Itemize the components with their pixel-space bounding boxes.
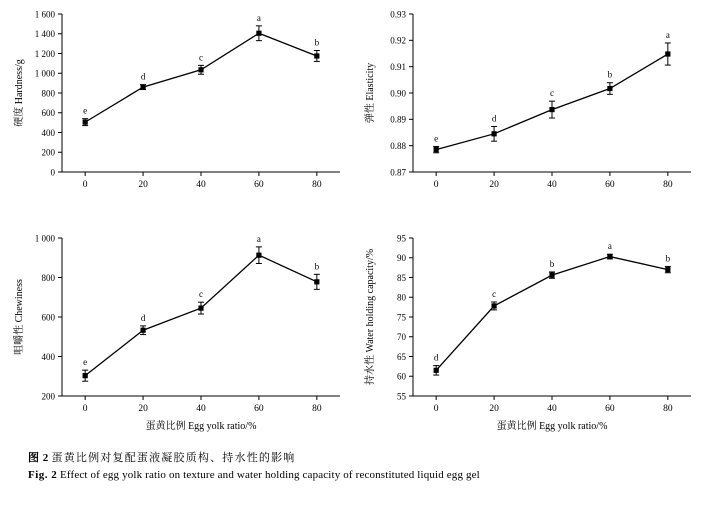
caption-english-label: Fig. 2 bbox=[28, 469, 58, 481]
data-point-marker bbox=[665, 51, 670, 56]
significance-label: d bbox=[433, 352, 439, 363]
x-tick-label: 20 bbox=[138, 180, 148, 190]
x-tick-label: 60 bbox=[254, 180, 264, 190]
significance-label: d bbox=[491, 113, 497, 124]
x-tick-label: 0 bbox=[433, 404, 439, 414]
caption-chinese-text: 蛋黄比例对复配蛋液凝胶质构、持水性的影响 bbox=[51, 452, 296, 464]
x-tick-label: 60 bbox=[605, 404, 615, 414]
water-holding-capacity-svg bbox=[351, 216, 701, 436]
y-tick-label: 1 000 bbox=[34, 68, 55, 79]
x-axis-title: 蛋黄比例 Egg yolk ratio/% bbox=[145, 421, 257, 432]
elasticity-plot bbox=[363, 9, 691, 190]
y-tick-label: 85 bbox=[397, 272, 406, 283]
caption-english-text: Effect of egg yolk ratio on texture and water holding capacity of reconstituted liquid egg gel bbox=[60, 469, 480, 481]
data-point-marker bbox=[491, 131, 496, 136]
y-tick-label: 0 bbox=[50, 167, 55, 178]
x-tick-label: 60 bbox=[605, 180, 615, 190]
data-point-marker bbox=[607, 86, 612, 91]
x-tick-label: 40 bbox=[196, 404, 206, 414]
significance-label: b bbox=[549, 258, 555, 269]
y-axis-title: 咀嚼性 Chewiness bbox=[14, 279, 25, 355]
y-tick-label: 0.93 bbox=[390, 9, 406, 20]
significance-label: b bbox=[314, 261, 320, 272]
chart-panel-elasticity bbox=[351, 0, 701, 220]
hardness-plot bbox=[12, 9, 340, 190]
elasticity-svg bbox=[351, 0, 701, 220]
y-tick-label: 65 bbox=[397, 351, 406, 362]
y-tick-label: 800 bbox=[41, 88, 55, 99]
x-tick-label: 40 bbox=[196, 180, 206, 190]
significance-label: d bbox=[140, 71, 146, 82]
significance-label: b bbox=[607, 69, 613, 80]
data-line bbox=[85, 255, 317, 375]
y-tick-label: 200 bbox=[41, 147, 55, 158]
y-tick-label: 75 bbox=[397, 312, 406, 323]
data-point-marker bbox=[198, 67, 203, 72]
significance-label: c bbox=[199, 52, 203, 63]
data-point-marker bbox=[140, 328, 145, 333]
significance-label: e bbox=[83, 357, 88, 368]
y-tick-label: 200 bbox=[41, 391, 55, 402]
chewiness-plot bbox=[12, 233, 340, 432]
data-point-marker bbox=[607, 254, 612, 259]
y-tick-label: 400 bbox=[41, 127, 55, 138]
data-point-marker bbox=[256, 253, 261, 258]
caption-chinese-label: 图 2 bbox=[28, 452, 49, 464]
caption-chinese bbox=[28, 450, 678, 467]
y-tick-label: 800 bbox=[41, 272, 55, 283]
significance-label: b bbox=[665, 253, 671, 264]
data-point-marker bbox=[549, 107, 554, 112]
significance-label: c bbox=[550, 88, 554, 99]
x-tick-label: 80 bbox=[663, 404, 673, 414]
y-tick-label: 55 bbox=[397, 391, 406, 402]
x-tick-label: 0 bbox=[82, 180, 88, 190]
data-point-marker bbox=[434, 147, 439, 152]
chart-panel-chewiness bbox=[0, 216, 350, 436]
data-line bbox=[85, 33, 317, 122]
figure-caption bbox=[28, 450, 678, 484]
data-point-marker bbox=[198, 306, 203, 311]
significance-label: e bbox=[434, 133, 439, 144]
data-point-marker bbox=[549, 273, 554, 278]
y-tick-label: 400 bbox=[41, 351, 55, 362]
x-axis-title: 蛋黄比例 Egg yolk ratio/% bbox=[496, 421, 608, 432]
y-tick-label: 0.87 bbox=[390, 167, 406, 178]
y-tick-label: 1 200 bbox=[34, 48, 55, 59]
y-tick-label: 0.90 bbox=[390, 88, 406, 99]
data-point-marker bbox=[314, 279, 319, 284]
y-tick-label: 90 bbox=[397, 253, 406, 264]
significance-label: b bbox=[314, 37, 320, 48]
x-tick-label: 20 bbox=[489, 180, 499, 190]
x-tick-label: 20 bbox=[138, 404, 148, 414]
chart-panel-hardness bbox=[0, 0, 350, 220]
y-axis-title: 弹性 Elasticity bbox=[365, 62, 376, 124]
y-tick-label: 0.92 bbox=[390, 35, 406, 46]
y-tick-label: 600 bbox=[41, 108, 55, 119]
x-tick-label: 20 bbox=[489, 404, 499, 414]
data-point-marker bbox=[256, 31, 261, 36]
y-tick-label: 0.88 bbox=[390, 141, 406, 152]
y-tick-label: 70 bbox=[397, 332, 406, 343]
significance-label: a bbox=[256, 12, 261, 23]
water-holding-capacity-plot bbox=[363, 233, 691, 432]
data-point-marker bbox=[665, 267, 670, 272]
data-point-marker bbox=[83, 373, 88, 378]
x-tick-label: 40 bbox=[547, 180, 557, 190]
x-tick-label: 40 bbox=[547, 404, 557, 414]
y-tick-label: 1 600 bbox=[34, 9, 55, 20]
y-axis-title: 持水性 Water holding capacity/% bbox=[365, 248, 376, 386]
y-tick-label: 1 400 bbox=[34, 29, 55, 40]
x-tick-label: 80 bbox=[312, 404, 322, 414]
x-tick-label: 80 bbox=[663, 180, 673, 190]
significance-label: a bbox=[256, 233, 261, 244]
caption-english bbox=[28, 467, 678, 484]
y-axis-title: 硬度 Hardness/g bbox=[14, 59, 25, 127]
x-tick-label: 0 bbox=[82, 404, 88, 414]
significance-label: a bbox=[665, 29, 670, 40]
chart-panel-water-holding-capacity bbox=[351, 216, 701, 436]
data-point-marker bbox=[491, 303, 496, 308]
y-tick-label: 0.91 bbox=[390, 62, 406, 73]
y-tick-label: 95 bbox=[397, 233, 406, 244]
significance-label: c bbox=[492, 288, 497, 299]
significance-label: d bbox=[140, 312, 146, 323]
y-tick-label: 600 bbox=[41, 312, 55, 323]
y-tick-label: 60 bbox=[397, 371, 406, 382]
x-tick-label: 0 bbox=[433, 180, 439, 190]
x-tick-label: 80 bbox=[312, 180, 322, 190]
y-tick-label: 80 bbox=[397, 292, 406, 303]
significance-label: e bbox=[83, 105, 88, 116]
y-tick-label: 1 000 bbox=[34, 233, 55, 244]
y-tick-label: 0.89 bbox=[390, 114, 406, 125]
x-tick-label: 60 bbox=[254, 404, 264, 414]
hardness-svg bbox=[0, 0, 350, 220]
chewiness-svg bbox=[0, 216, 350, 436]
data-point-marker bbox=[314, 53, 319, 58]
significance-label: c bbox=[199, 289, 203, 300]
data-point-marker bbox=[140, 84, 145, 89]
data-point-marker bbox=[434, 368, 439, 373]
significance-label: a bbox=[607, 241, 612, 252]
data-point-marker bbox=[83, 120, 88, 125]
